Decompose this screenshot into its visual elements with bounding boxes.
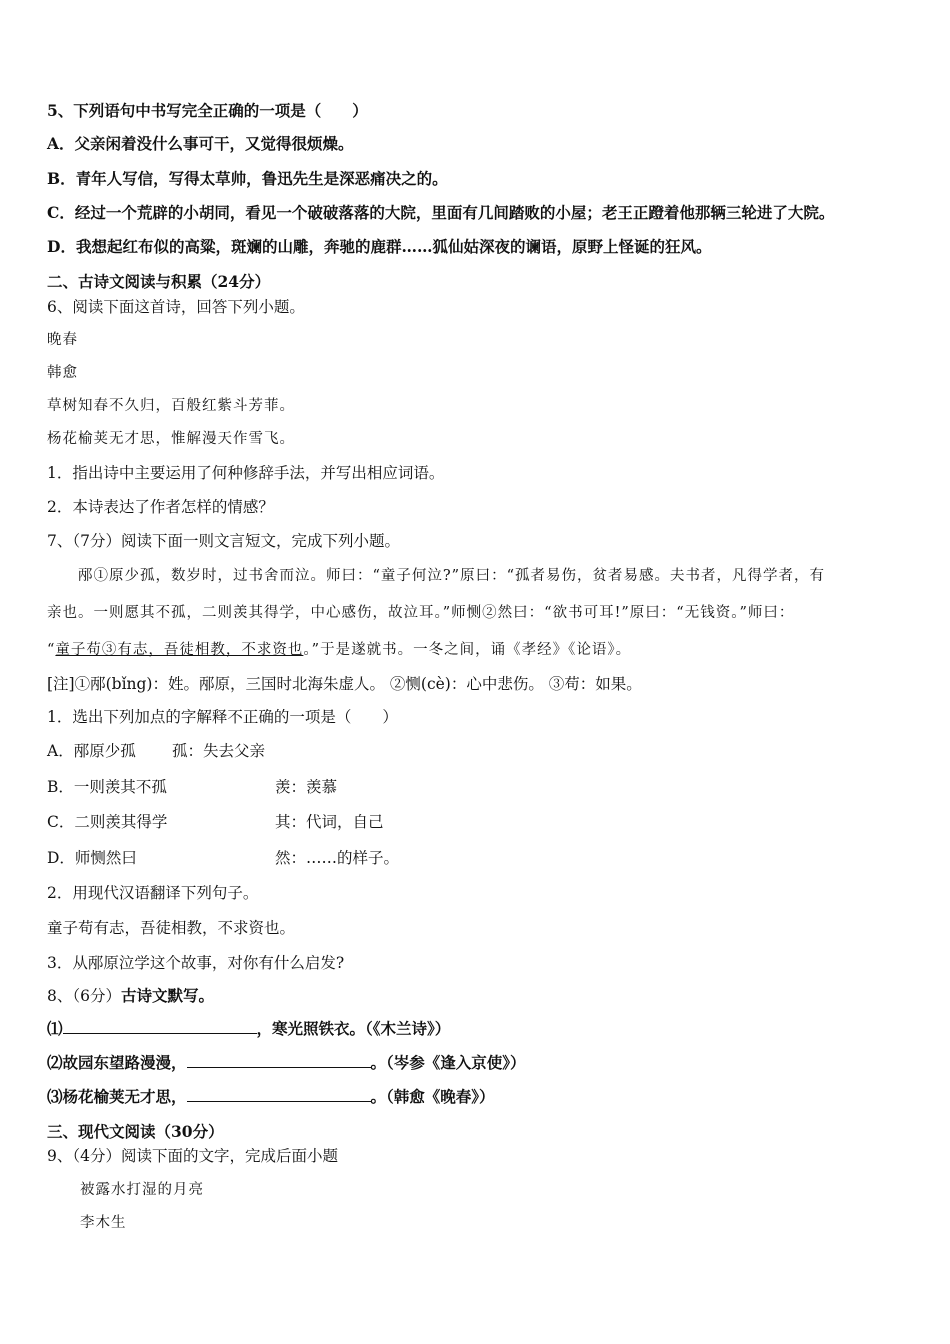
q6-title: 6、阅读下面这首诗，回答下列小题。 xyxy=(47,298,305,316)
q5-option-b: B．青年人写信，写得太草帅，鲁迅先生是深恶痛决之的。 xyxy=(47,169,448,188)
q9-title: 9、（4分）阅读下面的文字，完成后面小题 xyxy=(47,1147,338,1165)
fill-blank[interactable] xyxy=(187,1053,371,1068)
q7-passage-line-1: 邴①原少孤，数岁时，过书舍而泣。师曰：“童子何泣?”原曰：“孤者易伤，贫者易感。夫书者，凡得学者，有 xyxy=(78,568,826,584)
q6-sub-2: 2．本诗表达了作者怎样的情感？ xyxy=(47,498,274,516)
fill-blank[interactable] xyxy=(63,1019,257,1034)
article-title: 被露水打湿的月亮 xyxy=(80,1182,204,1198)
fill-blank[interactable] xyxy=(187,1087,371,1102)
q5-option-a: A．父亲闲着没什么事可干，又觉得很烦燥。 xyxy=(47,134,354,153)
q8-title: 8、（6分）古诗文默写。 xyxy=(47,986,214,1005)
choice-c: C．二则羡其得学 其：代词，自己 xyxy=(47,813,384,831)
poem-line-2: 杨花榆荚无才思，惟解漫天作雪飞。 xyxy=(47,431,295,447)
q7-sub-1: 1．选出下列加点的字解释不正确的一项是（ ） xyxy=(47,708,398,726)
q6-sub-1: 1．指出诗中主要运用了何种修辞手法，并写出相应词语。 xyxy=(47,464,445,482)
q7-passage-line-2: 亲也。一则愿其不孤，二则羡其得学，中心感伤，故泣耳。”师恻②然曰：“欲书可耳!”原曰：“无钱资。”师曰： xyxy=(47,605,795,621)
section-3-heading: 三、现代文阅读（30分） xyxy=(47,1122,224,1141)
q7-passage-line-3: “童子苟③有志，吾徒相教，不求资也。”于是遂就书。一冬之间，诵《孝经》《论语》。 xyxy=(47,642,632,658)
section-2-heading: 二、古诗文阅读与积累（24分） xyxy=(47,272,271,291)
q5-option-d: D．我想起红布似的高粱，斑斓的山雕，奔驰的鹿群……狐仙姑深夜的谰语，原野上怪诞的狂风。 xyxy=(47,237,712,256)
poem-author: 韩愈 xyxy=(47,365,78,381)
poem-title: 晚春 xyxy=(47,332,78,348)
underlined-sentence: 童子苟③有志，吾徒相教，不求资也 xyxy=(55,642,304,658)
q7-sub-3: 3．从邴原泣学这个故事，对你有什么启发? xyxy=(47,954,345,972)
q7-sentence: 童子苟有志，吾徒相教，不求资也。 xyxy=(47,919,296,937)
choice-b: B．一则羡其不孤 羡：羡慕 xyxy=(47,778,338,796)
article-author: 李木生 xyxy=(80,1215,127,1231)
choice-d: D．师恻然曰 然：……的样子。 xyxy=(47,849,400,867)
poem-line-1: 草树知春不久归，百般红紫斗芳菲。 xyxy=(47,398,295,414)
q8-item-3: ⑶杨花榆荚无才思， 。（韩愈《晚春》） xyxy=(47,1087,495,1106)
q7-sub-2: 2．用现代汉语翻译下列句子。 xyxy=(47,884,259,902)
q7-note: [注]①邴(bǐng)：姓。邴原，三国时北海朱虚人。 ②恻(cè)：心中悲伤。 ③苟：如果。 xyxy=(47,675,642,693)
q5-title: 5、下列语句中书写完全正确的一项是（ ） xyxy=(47,101,368,120)
choice-a: A．邴原少孤 孤：失去父亲 xyxy=(47,742,266,760)
q8-item-1: ⑴ ，寒光照铁衣。（《木兰诗》） xyxy=(47,1019,451,1038)
q5-option-c: C．经过一个荒辟的小胡同，看见一个破破落落的大院，里面有几间踏败的小屋；老王正蹬着他那辆三轮进了大院。 xyxy=(47,203,835,222)
q7-title: 7、（7分）阅读下面一则文言短文，完成下列小题。 xyxy=(47,532,400,550)
q8-item-2: ⑵故园东望路漫漫， 。（岑参《逢入京使》） xyxy=(47,1053,526,1072)
